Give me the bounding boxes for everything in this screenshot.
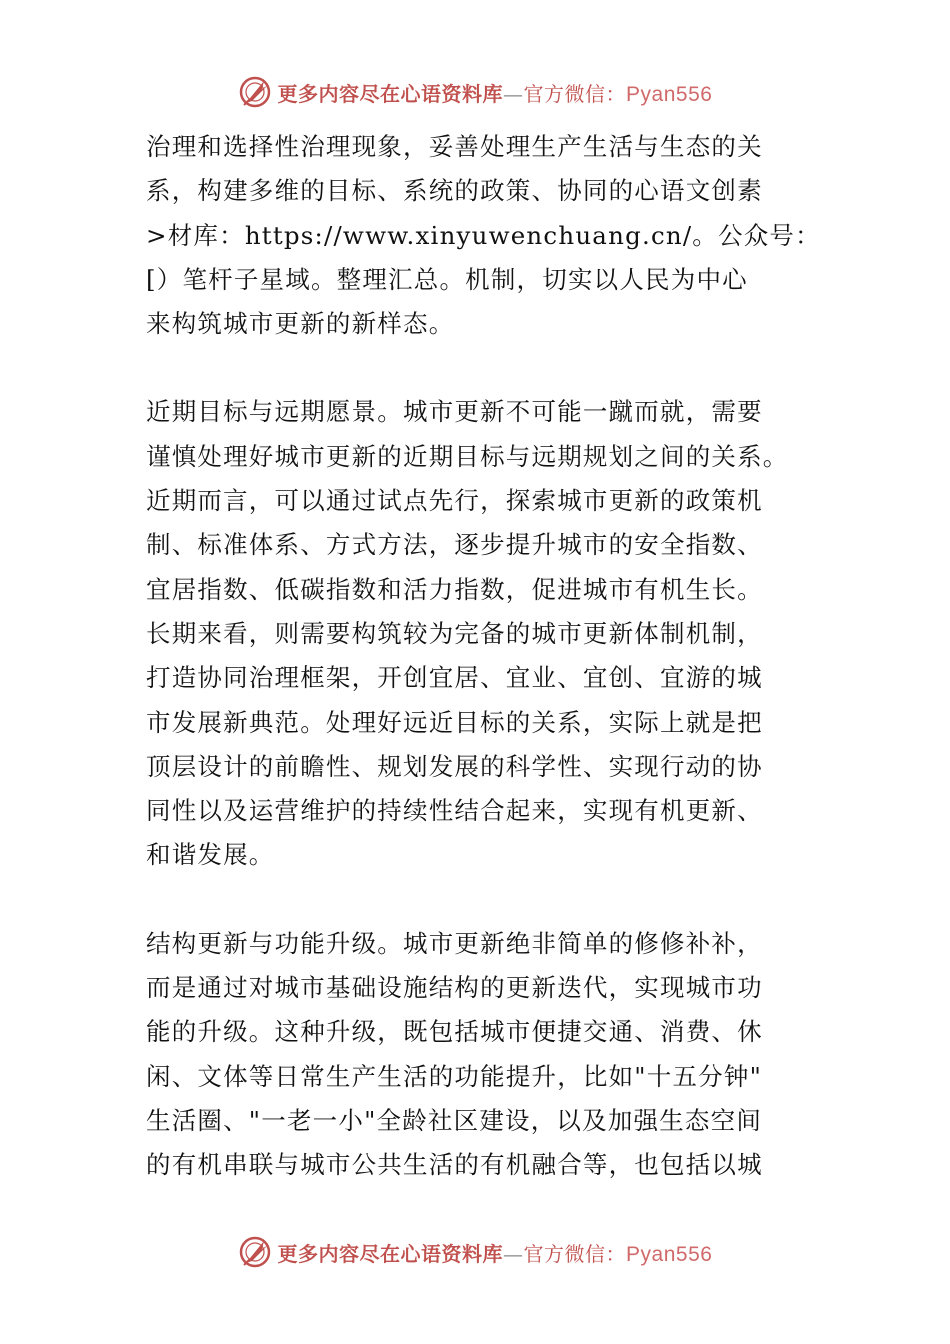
- banner-text: [278, 1238, 713, 1267]
- text-line: 谨慎处理好城市更新的近期目标与远期规划之间的关系。: [146, 441, 789, 471]
- banner-separator: —: [503, 81, 524, 106]
- banner-site-text: 更多内容尽在心语资料库: [277, 81, 504, 106]
- banner-wechat-handle: Pyan556: [626, 1242, 713, 1266]
- quill-seal-logo-icon: [238, 1235, 272, 1269]
- text-line: [）笔杆子星域。整理汇总。机制，切实以人民为中心: [146, 264, 748, 294]
- text-line: 近期而言，可以通过试点先行，探索城市更新的政策机: [146, 486, 763, 516]
- document-body: [146, 125, 821, 1188]
- text-line: 长期来看，则需要构筑较为完备的城市更新体制机制，: [146, 618, 763, 648]
- text-line: >材库：https://www.xinyuwenchuang.cn/。公众号：: [146, 220, 821, 250]
- text-line: 而是通过对城市基础设施结构的更新迭代，实现城市功: [146, 973, 763, 1003]
- text-line: 打造协同治理框架，开创宜居、宜业、宜创、宜游的城: [146, 663, 763, 693]
- footer-banner: [0, 1232, 950, 1272]
- text-line: 系，构建多维的目标、系统的政策、协同的心语文创素: [146, 176, 763, 206]
- text-line: 宜居指数、低碳指数和活力指数，促进城市有机生长。: [146, 574, 763, 604]
- quill-seal-logo-icon: [238, 75, 272, 109]
- text-line: 的有机串联与城市公共生活的有机融合等，也包括以城: [146, 1150, 763, 1180]
- text-line: 制、标准体系、方式方法，逐步提升城市的安全指数、: [146, 530, 763, 560]
- header-banner: [0, 72, 950, 112]
- text-line: 治理和选择性治理现象，妥善处理生产生活与生态的关: [146, 132, 763, 161]
- text-line: 来构筑城市更新的新样态。: [146, 309, 455, 339]
- text-line: 和谐发展。: [146, 840, 275, 870]
- text-line: 能的升级。这种升级，既包括城市便捷交通、消费、休: [146, 1017, 763, 1047]
- banner-site-text: 更多内容尽在心语资料库: [277, 1241, 504, 1266]
- paragraph-3: [146, 922, 816, 1188]
- paragraph-spacer: [146, 878, 816, 922]
- banner-wechat-handle: Pyan556: [626, 82, 713, 106]
- text-line: 顶层设计的前瞻性、规划发展的科学性、实现行动的协: [146, 751, 763, 781]
- banner-wechat-label: 官方微信：: [523, 81, 627, 106]
- text-line: 闲、文体等日常生产生活的功能提升，比如"十五分钟": [146, 1061, 763, 1091]
- text-line: 同性以及运营维护的持续性结合起来，实现有机更新、: [146, 796, 763, 826]
- text-line: 市发展新典范。处理好远近目标的关系，实际上就是把: [146, 707, 763, 737]
- paragraph-2: [146, 390, 816, 877]
- paragraph-1: [146, 125, 821, 346]
- paragraph-spacer: [146, 346, 816, 390]
- banner-wechat-label: 官方微信：: [523, 1241, 627, 1266]
- banner-text: [278, 78, 713, 107]
- text-line: 生活圈、"一老一小"全龄社区建设，以及加强生态空间: [146, 1105, 763, 1135]
- text-line: 结构更新与功能升级。城市更新绝非简单的修修补补，: [146, 928, 763, 958]
- text-line: 近期目标与远期愿景。城市更新不可能一蹴而就，需要: [146, 397, 763, 427]
- banner-separator: —: [503, 1241, 524, 1266]
